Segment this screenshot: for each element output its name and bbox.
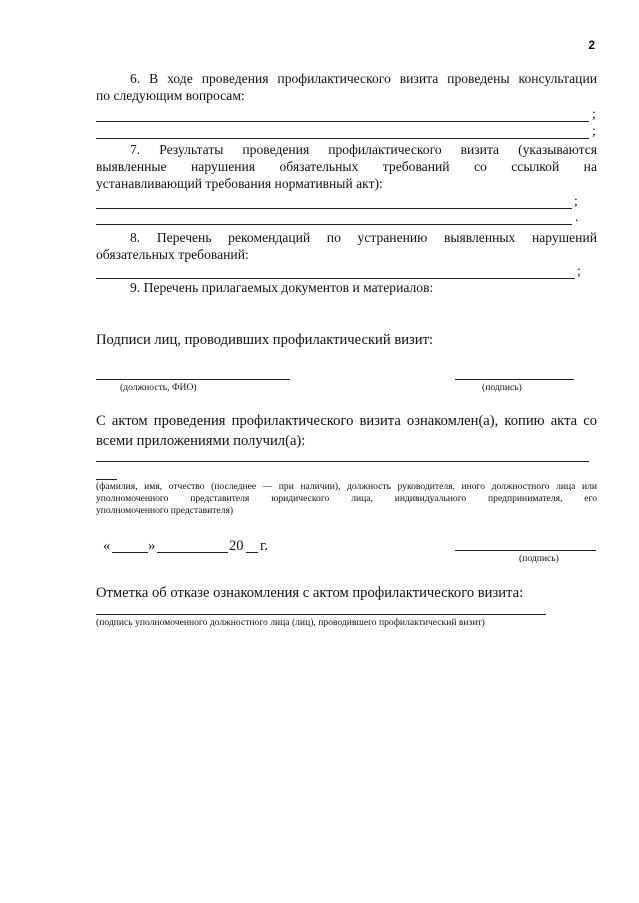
acquaintance-note-line-2: уполномоченного представителя юридического лица, индивидуального предпринимателя, его [96,493,597,504]
acquaintance-line-2: всеми приложениями получил(а): [96,433,306,449]
fill-line-6-1 [96,121,589,122]
acquaintance-note [96,481,597,517]
refusal-heading: Отметка об отказе ознакомления с актом профилактического визита: [96,585,524,601]
acquaintance-note-line-3: уполномоченного представителя) [96,505,234,516]
acquaintance-sign-caption: (подпись) [519,553,559,564]
signature-sign-line [455,379,574,380]
fill-line-6-1-punct: ; [592,106,596,121]
fill-line-7-2 [96,224,572,225]
refusal-caption: (подпись уполномоченного должностного лица (лиц), проводившего профилактический визит) [96,617,485,628]
signature-sign-caption: (подпись) [482,382,522,393]
date-month-line [157,552,228,553]
section-6 [96,70,597,104]
signature-position-caption: (должность, ФИО) [120,382,197,393]
fill-line-7-2-punct: . [575,209,579,224]
section-7 [96,141,597,192]
acquaintance-text [96,411,597,451]
acquaintance-short-line [96,479,117,480]
section-8-line-2: обязательных требований: [96,247,249,262]
section-8-line-1: 8. Перечень рекомендаций по устранению выявленных нарушений [130,230,597,245]
date-open-quote: « [103,538,111,554]
fill-line-8-1-punct: ; [577,263,581,278]
acquaintance-sign-line [455,550,596,551]
fill-line-6-2 [96,138,589,139]
acquaintance-note-line-1: (фамилия, имя, отчество (последнее — при наличии), должность руководителя, иного должностного лица или [96,481,597,492]
acquaintance-fill-line [96,461,589,462]
date-suffix: г. [260,538,268,554]
date-year: 20 [229,538,244,554]
section-9-line-1: 9. Перечень прилагаемых документов и материалов: [130,280,434,295]
page-number: 2 [588,38,595,52]
date-day-line [112,552,148,553]
section-6-line-2: по следующим вопросам: [96,88,245,103]
section-9 [96,279,597,296]
date-year-line [246,552,258,553]
fill-line-6-2-punct: ; [592,123,596,138]
refusal-fill-line [96,614,546,615]
signature-position-line [96,379,290,380]
section-7-line-2: выявленные нарушения обязательных требований со ссылкой на [96,159,597,174]
signatures-heading: Подписи лиц, проводивших профилактический визит: [96,332,434,348]
date-close-quote: » [148,538,156,554]
fill-line-7-1-punct: ; [574,193,578,208]
section-6-line-1: 6. В ходе проведения профилактического визита проведены консультации [130,71,597,86]
fill-line-7-1 [96,208,572,209]
acquaintance-line-1: С актом проведения профилактического визита ознакомлен(а), копию акта со [96,413,597,429]
section-8 [96,229,597,263]
section-7-line-3: устанавливающий требования нормативный акт): [96,176,383,191]
section-7-line-1: 7. Результаты проведения профилактического визита (указываются [130,142,597,157]
